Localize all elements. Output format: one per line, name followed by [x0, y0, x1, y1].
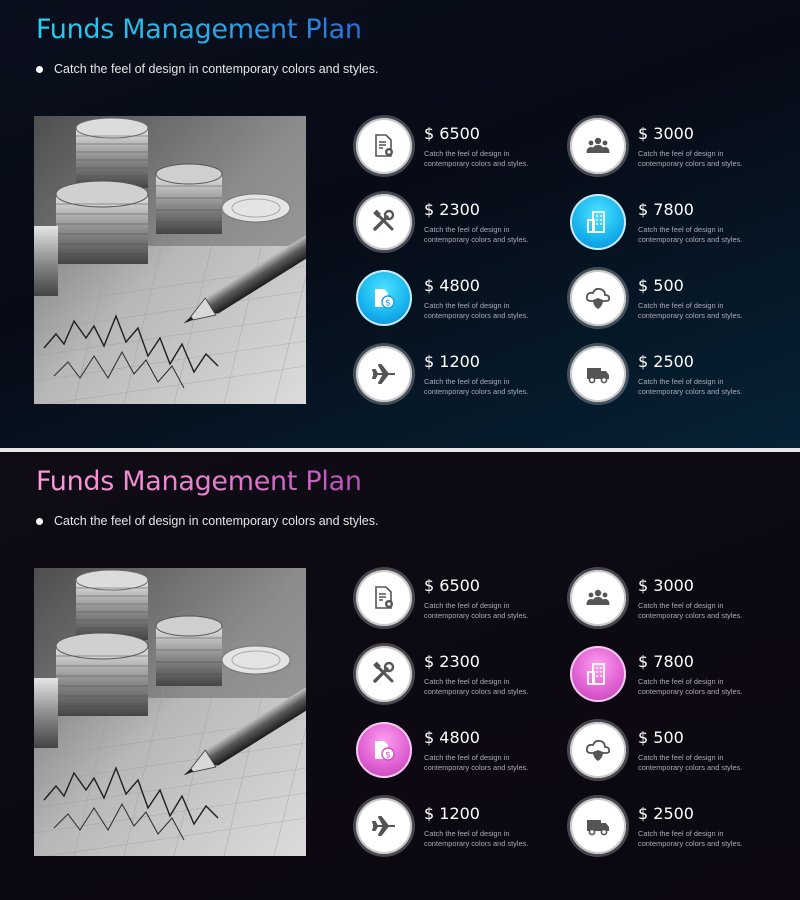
fund-item	[356, 646, 566, 706]
amount: $ 1200	[424, 352, 480, 371]
description: Catch the feel of design in contemporary colors and styles.	[424, 829, 529, 848]
people-group-icon	[570, 570, 626, 626]
description: Catch the feel of design in contemporary colors and styles.	[424, 149, 529, 168]
document-gear-icon	[356, 118, 412, 174]
fund-item	[570, 798, 780, 858]
coins-chart-photo	[34, 116, 306, 404]
building-icon	[570, 646, 626, 702]
amount: $ 500	[638, 276, 684, 295]
description: Catch the feel of design in contemporary colors and styles.	[638, 677, 743, 696]
description: Catch the feel of design in contemporary colors and styles.	[638, 601, 743, 620]
slide-pink	[0, 452, 800, 900]
description: Catch the feel of design in contemporary colors and styles.	[638, 149, 743, 168]
amount: $ 1200	[424, 804, 480, 823]
document-gear-icon	[356, 570, 412, 626]
description: Catch the feel of design in contemporary colors and styles.	[638, 377, 743, 396]
people-group-icon	[570, 118, 626, 174]
fund-item	[356, 346, 566, 406]
svg-text:$: $	[385, 298, 391, 309]
fund-item	[356, 118, 566, 178]
building-icon	[570, 194, 626, 250]
amount: $ 3000	[638, 124, 694, 143]
coins-chart-photo	[34, 568, 306, 856]
tools-icon	[356, 194, 412, 250]
cloud-shield-icon	[570, 270, 626, 326]
description: Catch the feel of design in contemporary colors and styles.	[424, 753, 529, 772]
description: Catch the feel of design in contemporary colors and styles.	[424, 301, 529, 320]
fund-item	[356, 798, 566, 858]
amount: $ 4800	[424, 276, 480, 295]
subtitle-text: Catch the feel of design in contemporary colors and styles.	[54, 514, 379, 528]
amount: $ 3000	[638, 576, 694, 595]
amount: $ 6500	[424, 124, 480, 143]
subtitle	[36, 62, 378, 76]
page-title: Funds Management Plan	[36, 466, 362, 497]
svg-text:$: $	[385, 750, 391, 761]
truck-icon	[570, 346, 626, 402]
fund-item	[356, 722, 566, 782]
description: Catch the feel of design in contemporary colors and styles.	[424, 225, 529, 244]
description: Catch the feel of design in contemporary colors and styles.	[424, 601, 529, 620]
tools-icon	[356, 646, 412, 702]
fund-item	[356, 570, 566, 630]
description: Catch the feel of design in contemporary colors and styles.	[638, 753, 743, 772]
amount: $ 4800	[424, 728, 480, 747]
subtitle	[36, 514, 378, 528]
page-title: Funds Management Plan	[36, 14, 362, 45]
description: Catch the feel of design in contemporary colors and styles.	[638, 829, 743, 848]
cloud-shield-icon	[570, 722, 626, 778]
subtitle-text: Catch the feel of design in contemporary colors and styles.	[54, 62, 379, 76]
fund-item	[570, 570, 780, 630]
fund-item	[570, 194, 780, 254]
fund-item	[570, 346, 780, 406]
airplane-icon	[356, 346, 412, 402]
amount: $ 6500	[424, 576, 480, 595]
amount: $ 7800	[638, 652, 694, 671]
amount: $ 7800	[638, 200, 694, 219]
description: Catch the feel of design in contemporary colors and styles.	[638, 225, 743, 244]
fund-item	[570, 118, 780, 178]
money-document-icon	[356, 722, 412, 778]
amount: $ 2300	[424, 652, 480, 671]
description: Catch the feel of design in contemporary colors and styles.	[424, 377, 529, 396]
description: Catch the feel of design in contemporary colors and styles.	[638, 301, 743, 320]
amount: $ 2500	[638, 804, 694, 823]
airplane-icon	[356, 798, 412, 854]
fund-item	[570, 722, 780, 782]
bullet-icon	[36, 66, 43, 73]
amount: $ 2300	[424, 200, 480, 219]
truck-icon	[570, 798, 626, 854]
description: Catch the feel of design in contemporary colors and styles.	[424, 677, 529, 696]
slide-blue	[0, 0, 800, 448]
fund-item	[570, 646, 780, 706]
amount: $ 500	[638, 728, 684, 747]
money-document-icon	[356, 270, 412, 326]
fund-item	[356, 270, 566, 330]
fund-item	[356, 194, 566, 254]
amount: $ 2500	[638, 352, 694, 371]
bullet-icon	[36, 518, 43, 525]
fund-item	[570, 270, 780, 330]
